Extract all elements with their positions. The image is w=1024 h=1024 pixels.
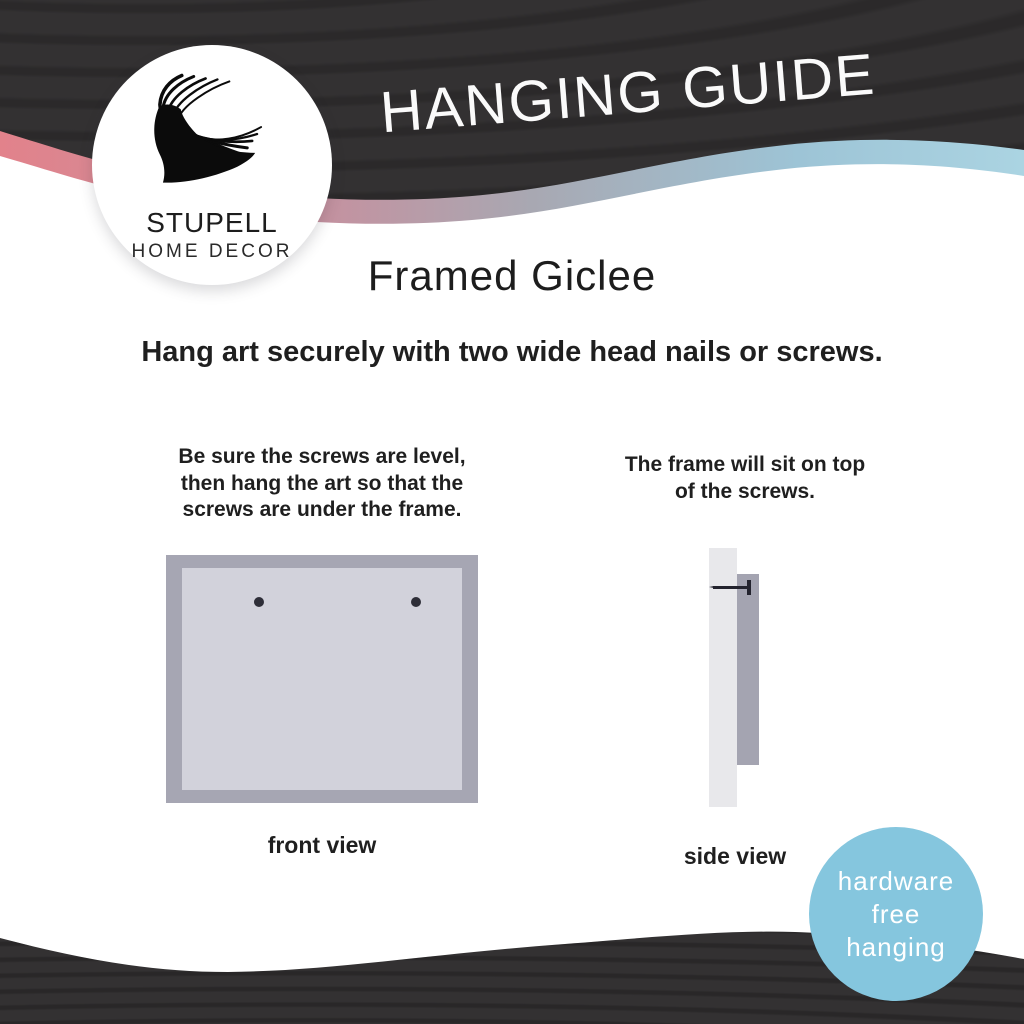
screw-dot-icon — [411, 597, 421, 607]
front-view-frame-diagram — [166, 555, 478, 803]
instruction-line: then hang the art so that the — [180, 471, 464, 495]
badge-line: hardware — [837, 865, 955, 896]
nail-icon — [713, 586, 751, 589]
badge-line: free — [871, 898, 921, 929]
side-view-caption: side view — [683, 843, 787, 869]
hardware-free-hanging-badge — [809, 827, 983, 1001]
screw-dot-icon — [254, 597, 264, 607]
brand-tagline: HOME DECOR — [131, 241, 293, 262]
nail-head — [747, 580, 751, 595]
instruction-line: The frame will sit on top — [624, 453, 866, 476]
instruction-line: of the screws. — [674, 479, 816, 503]
page-title: HANGING GUIDE — [377, 41, 879, 146]
front-view-art-area — [182, 568, 462, 790]
stupell-logo-badge — [92, 45, 332, 285]
intro-text: Hang art securely with two wide head nails or screws. — [141, 336, 883, 368]
front-view-instructions — [92, 444, 552, 524]
instruction-line: Be sure the screws are level, — [178, 445, 466, 468]
instruction-line: screws are under the frame. — [182, 498, 462, 521]
side-view-instructions — [515, 452, 975, 505]
product-heading: Framed Giclee — [367, 252, 657, 299]
front-view-caption: front view — [267, 832, 377, 858]
stupell-s-swoosh-icon — [154, 73, 268, 193]
badge-line: hanging — [846, 931, 946, 962]
side-view-backer-bar — [737, 574, 759, 765]
brand-name: STUPELL — [146, 207, 278, 238]
nail-point — [709, 586, 714, 588]
